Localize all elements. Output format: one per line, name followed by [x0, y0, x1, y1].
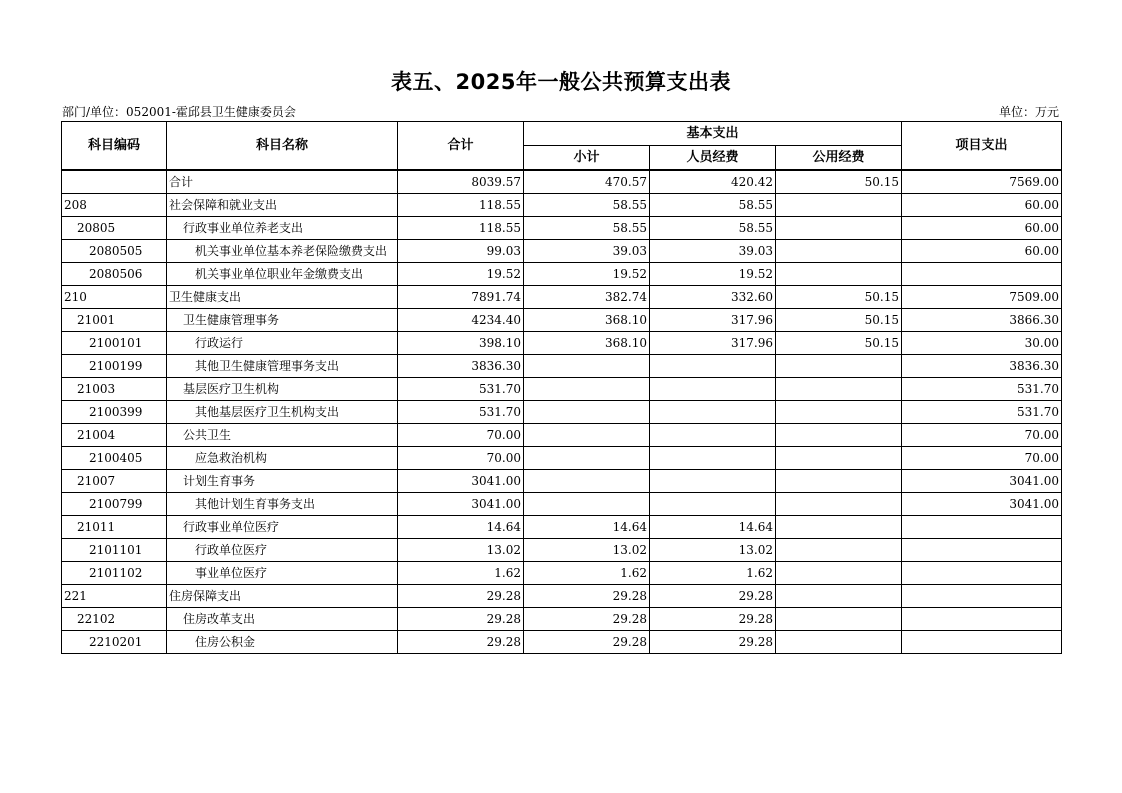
cell-public	[776, 424, 902, 447]
cell-code: 21003	[62, 378, 167, 401]
cell-name: 合计	[167, 170, 398, 194]
cell-project: 60.00	[902, 217, 1062, 240]
cell-project: 3866.30	[902, 309, 1062, 332]
cell-personnel: 19.52	[650, 263, 776, 286]
header-personnel: 人员经费	[650, 146, 776, 171]
cell-public: 50.15	[776, 309, 902, 332]
cell-personnel: 13.02	[650, 539, 776, 562]
cell-subtotal	[524, 447, 650, 470]
cell-personnel: 29.28	[650, 631, 776, 654]
cell-total: 1.62	[398, 562, 524, 585]
cell-name: 行政事业单位医疗	[167, 516, 398, 539]
cell-public	[776, 631, 902, 654]
cell-personnel: 29.28	[650, 608, 776, 631]
cell-public	[776, 585, 902, 608]
cell-total: 14.64	[398, 516, 524, 539]
cell-public	[776, 447, 902, 470]
cell-code: 221	[62, 585, 167, 608]
cell-project: 60.00	[902, 194, 1062, 217]
cell-name: 机关事业单位职业年金缴费支出	[167, 263, 398, 286]
cell-total: 13.02	[398, 539, 524, 562]
cell-project	[902, 585, 1062, 608]
cell-total: 118.55	[398, 217, 524, 240]
cell-project: 70.00	[902, 447, 1062, 470]
cell-personnel	[650, 470, 776, 493]
cell-subtotal: 29.28	[524, 631, 650, 654]
cell-personnel: 317.96	[650, 309, 776, 332]
cell-subtotal: 382.74	[524, 286, 650, 309]
table-row	[62, 263, 1062, 286]
cell-public	[776, 263, 902, 286]
cell-subtotal: 470.57	[524, 170, 650, 194]
table-row	[62, 585, 1062, 608]
header-name: 科目名称	[167, 122, 398, 171]
cell-code: 2100199	[62, 355, 167, 378]
table-row	[62, 401, 1062, 424]
table-row	[62, 240, 1062, 263]
cell-subtotal	[524, 401, 650, 424]
page-title: 表五、2025年一般公共预算支出表	[391, 70, 731, 94]
cell-personnel: 14.64	[650, 516, 776, 539]
cell-code: 22102	[62, 608, 167, 631]
cell-code: 2080505	[62, 240, 167, 263]
cell-total: 99.03	[398, 240, 524, 263]
cell-total: 29.28	[398, 608, 524, 631]
cell-total: 19.52	[398, 263, 524, 286]
cell-subtotal: 368.10	[524, 332, 650, 355]
cell-subtotal: 58.55	[524, 194, 650, 217]
table-row	[62, 424, 1062, 447]
cell-project: 7509.00	[902, 286, 1062, 309]
cell-code: 2101101	[62, 539, 167, 562]
cell-public	[776, 562, 902, 585]
cell-subtotal: 29.28	[524, 608, 650, 631]
cell-name: 社会保障和就业支出	[167, 194, 398, 217]
department-label: 部门/单位：052001-霍邱县卫生健康委员会	[62, 105, 296, 119]
cell-project	[902, 608, 1062, 631]
cell-project: 3041.00	[902, 470, 1062, 493]
header-project: 项目支出	[902, 122, 1062, 171]
cell-total: 29.28	[398, 631, 524, 654]
table-header	[62, 122, 1062, 171]
cell-subtotal	[524, 424, 650, 447]
cell-subtotal: 29.28	[524, 585, 650, 608]
cell-total: 8039.57	[398, 170, 524, 194]
cell-subtotal: 14.64	[524, 516, 650, 539]
table-row	[62, 217, 1062, 240]
cell-project: 3041.00	[902, 493, 1062, 516]
table-row	[62, 309, 1062, 332]
cell-name: 其他计划生育事务支出	[167, 493, 398, 516]
cell-code: 21004	[62, 424, 167, 447]
cell-personnel: 58.55	[650, 217, 776, 240]
cell-personnel	[650, 493, 776, 516]
cell-code: 2100405	[62, 447, 167, 470]
cell-project: 60.00	[902, 240, 1062, 263]
table-row	[62, 539, 1062, 562]
cell-name: 卫生健康管理事务	[167, 309, 398, 332]
cell-code	[62, 170, 167, 194]
cell-public	[776, 217, 902, 240]
cell-code: 2210201	[62, 631, 167, 654]
cell-total: 118.55	[398, 194, 524, 217]
cell-code: 21011	[62, 516, 167, 539]
cell-name: 基层医疗卫生机构	[167, 378, 398, 401]
cell-name: 机关事业单位基本养老保险缴费支出	[167, 240, 398, 263]
cell-total: 70.00	[398, 424, 524, 447]
table-row	[62, 194, 1062, 217]
table-row	[62, 470, 1062, 493]
cell-total: 531.70	[398, 378, 524, 401]
cell-public: 50.15	[776, 286, 902, 309]
cell-personnel: 332.60	[650, 286, 776, 309]
cell-personnel: 317.96	[650, 332, 776, 355]
table-row	[62, 378, 1062, 401]
cell-total: 7891.74	[398, 286, 524, 309]
cell-public	[776, 240, 902, 263]
cell-name: 行政事业单位养老支出	[167, 217, 398, 240]
table-row	[62, 562, 1062, 585]
cell-project: 7569.00	[902, 170, 1062, 194]
cell-personnel: 39.03	[650, 240, 776, 263]
cell-name: 卫生健康支出	[167, 286, 398, 309]
cell-name: 行政运行	[167, 332, 398, 355]
budget-table	[61, 121, 1062, 654]
cell-subtotal	[524, 378, 650, 401]
cell-public	[776, 194, 902, 217]
cell-name: 其他基层医疗卫生机构支出	[167, 401, 398, 424]
cell-subtotal	[524, 470, 650, 493]
cell-project: 3836.30	[902, 355, 1062, 378]
cell-project	[902, 263, 1062, 286]
table-row	[62, 170, 1062, 194]
cell-personnel: 1.62	[650, 562, 776, 585]
cell-total: 4234.40	[398, 309, 524, 332]
header-public: 公用经费	[776, 146, 902, 171]
cell-total: 3041.00	[398, 470, 524, 493]
cell-name: 住房改革支出	[167, 608, 398, 631]
cell-personnel	[650, 355, 776, 378]
table-row	[62, 608, 1062, 631]
cell-personnel: 29.28	[650, 585, 776, 608]
cell-project: 531.70	[902, 401, 1062, 424]
cell-total: 3836.30	[398, 355, 524, 378]
unit-label: 单位：万元	[998, 105, 1059, 119]
cell-subtotal: 13.02	[524, 539, 650, 562]
cell-public	[776, 470, 902, 493]
table-row	[62, 493, 1062, 516]
cell-name: 行政单位医疗	[167, 539, 398, 562]
cell-name: 住房公积金	[167, 631, 398, 654]
cell-total: 531.70	[398, 401, 524, 424]
cell-subtotal: 368.10	[524, 309, 650, 332]
cell-public	[776, 516, 902, 539]
table-row	[62, 332, 1062, 355]
cell-name: 公共卫生	[167, 424, 398, 447]
cell-code: 21001	[62, 309, 167, 332]
cell-personnel	[650, 424, 776, 447]
cell-name: 计划生育事务	[167, 470, 398, 493]
cell-personnel: 58.55	[650, 194, 776, 217]
cell-code: 20805	[62, 217, 167, 240]
cell-project: 70.00	[902, 424, 1062, 447]
table-row	[62, 516, 1062, 539]
cell-total: 3041.00	[398, 493, 524, 516]
header-subtotal: 小计	[524, 146, 650, 171]
cell-subtotal: 58.55	[524, 217, 650, 240]
cell-code: 2101102	[62, 562, 167, 585]
cell-code: 2100399	[62, 401, 167, 424]
cell-code: 208	[62, 194, 167, 217]
table-row	[62, 447, 1062, 470]
cell-subtotal	[524, 493, 650, 516]
cell-project: 30.00	[902, 332, 1062, 355]
cell-total: 70.00	[398, 447, 524, 470]
cell-code: 2080506	[62, 263, 167, 286]
cell-name: 事业单位医疗	[167, 562, 398, 585]
cell-subtotal: 39.03	[524, 240, 650, 263]
cell-total: 398.10	[398, 332, 524, 355]
table-body	[62, 170, 1062, 654]
header-basic: 基本支出	[524, 122, 902, 146]
cell-public: 50.15	[776, 332, 902, 355]
header-code: 科目编码	[62, 122, 167, 171]
cell-public	[776, 493, 902, 516]
cell-subtotal: 19.52	[524, 263, 650, 286]
table-row	[62, 631, 1062, 654]
cell-subtotal	[524, 355, 650, 378]
table-row	[62, 355, 1062, 378]
cell-name: 住房保障支出	[167, 585, 398, 608]
cell-personnel: 420.42	[650, 170, 776, 194]
cell-subtotal: 1.62	[524, 562, 650, 585]
cell-total: 29.28	[398, 585, 524, 608]
cell-project	[902, 562, 1062, 585]
cell-project	[902, 516, 1062, 539]
cell-code: 2100101	[62, 332, 167, 355]
cell-code: 210	[62, 286, 167, 309]
cell-public	[776, 608, 902, 631]
cell-project: 531.70	[902, 378, 1062, 401]
cell-personnel	[650, 447, 776, 470]
cell-name: 其他卫生健康管理事务支出	[167, 355, 398, 378]
cell-personnel	[650, 401, 776, 424]
cell-public	[776, 401, 902, 424]
cell-public	[776, 539, 902, 562]
cell-public: 50.15	[776, 170, 902, 194]
cell-public	[776, 355, 902, 378]
header-total: 合计	[398, 122, 524, 171]
cell-project	[902, 539, 1062, 562]
cell-project	[902, 631, 1062, 654]
table-row	[62, 286, 1062, 309]
cell-code: 21007	[62, 470, 167, 493]
cell-code: 2100799	[62, 493, 167, 516]
cell-name: 应急救治机构	[167, 447, 398, 470]
cell-public	[776, 378, 902, 401]
cell-personnel	[650, 378, 776, 401]
